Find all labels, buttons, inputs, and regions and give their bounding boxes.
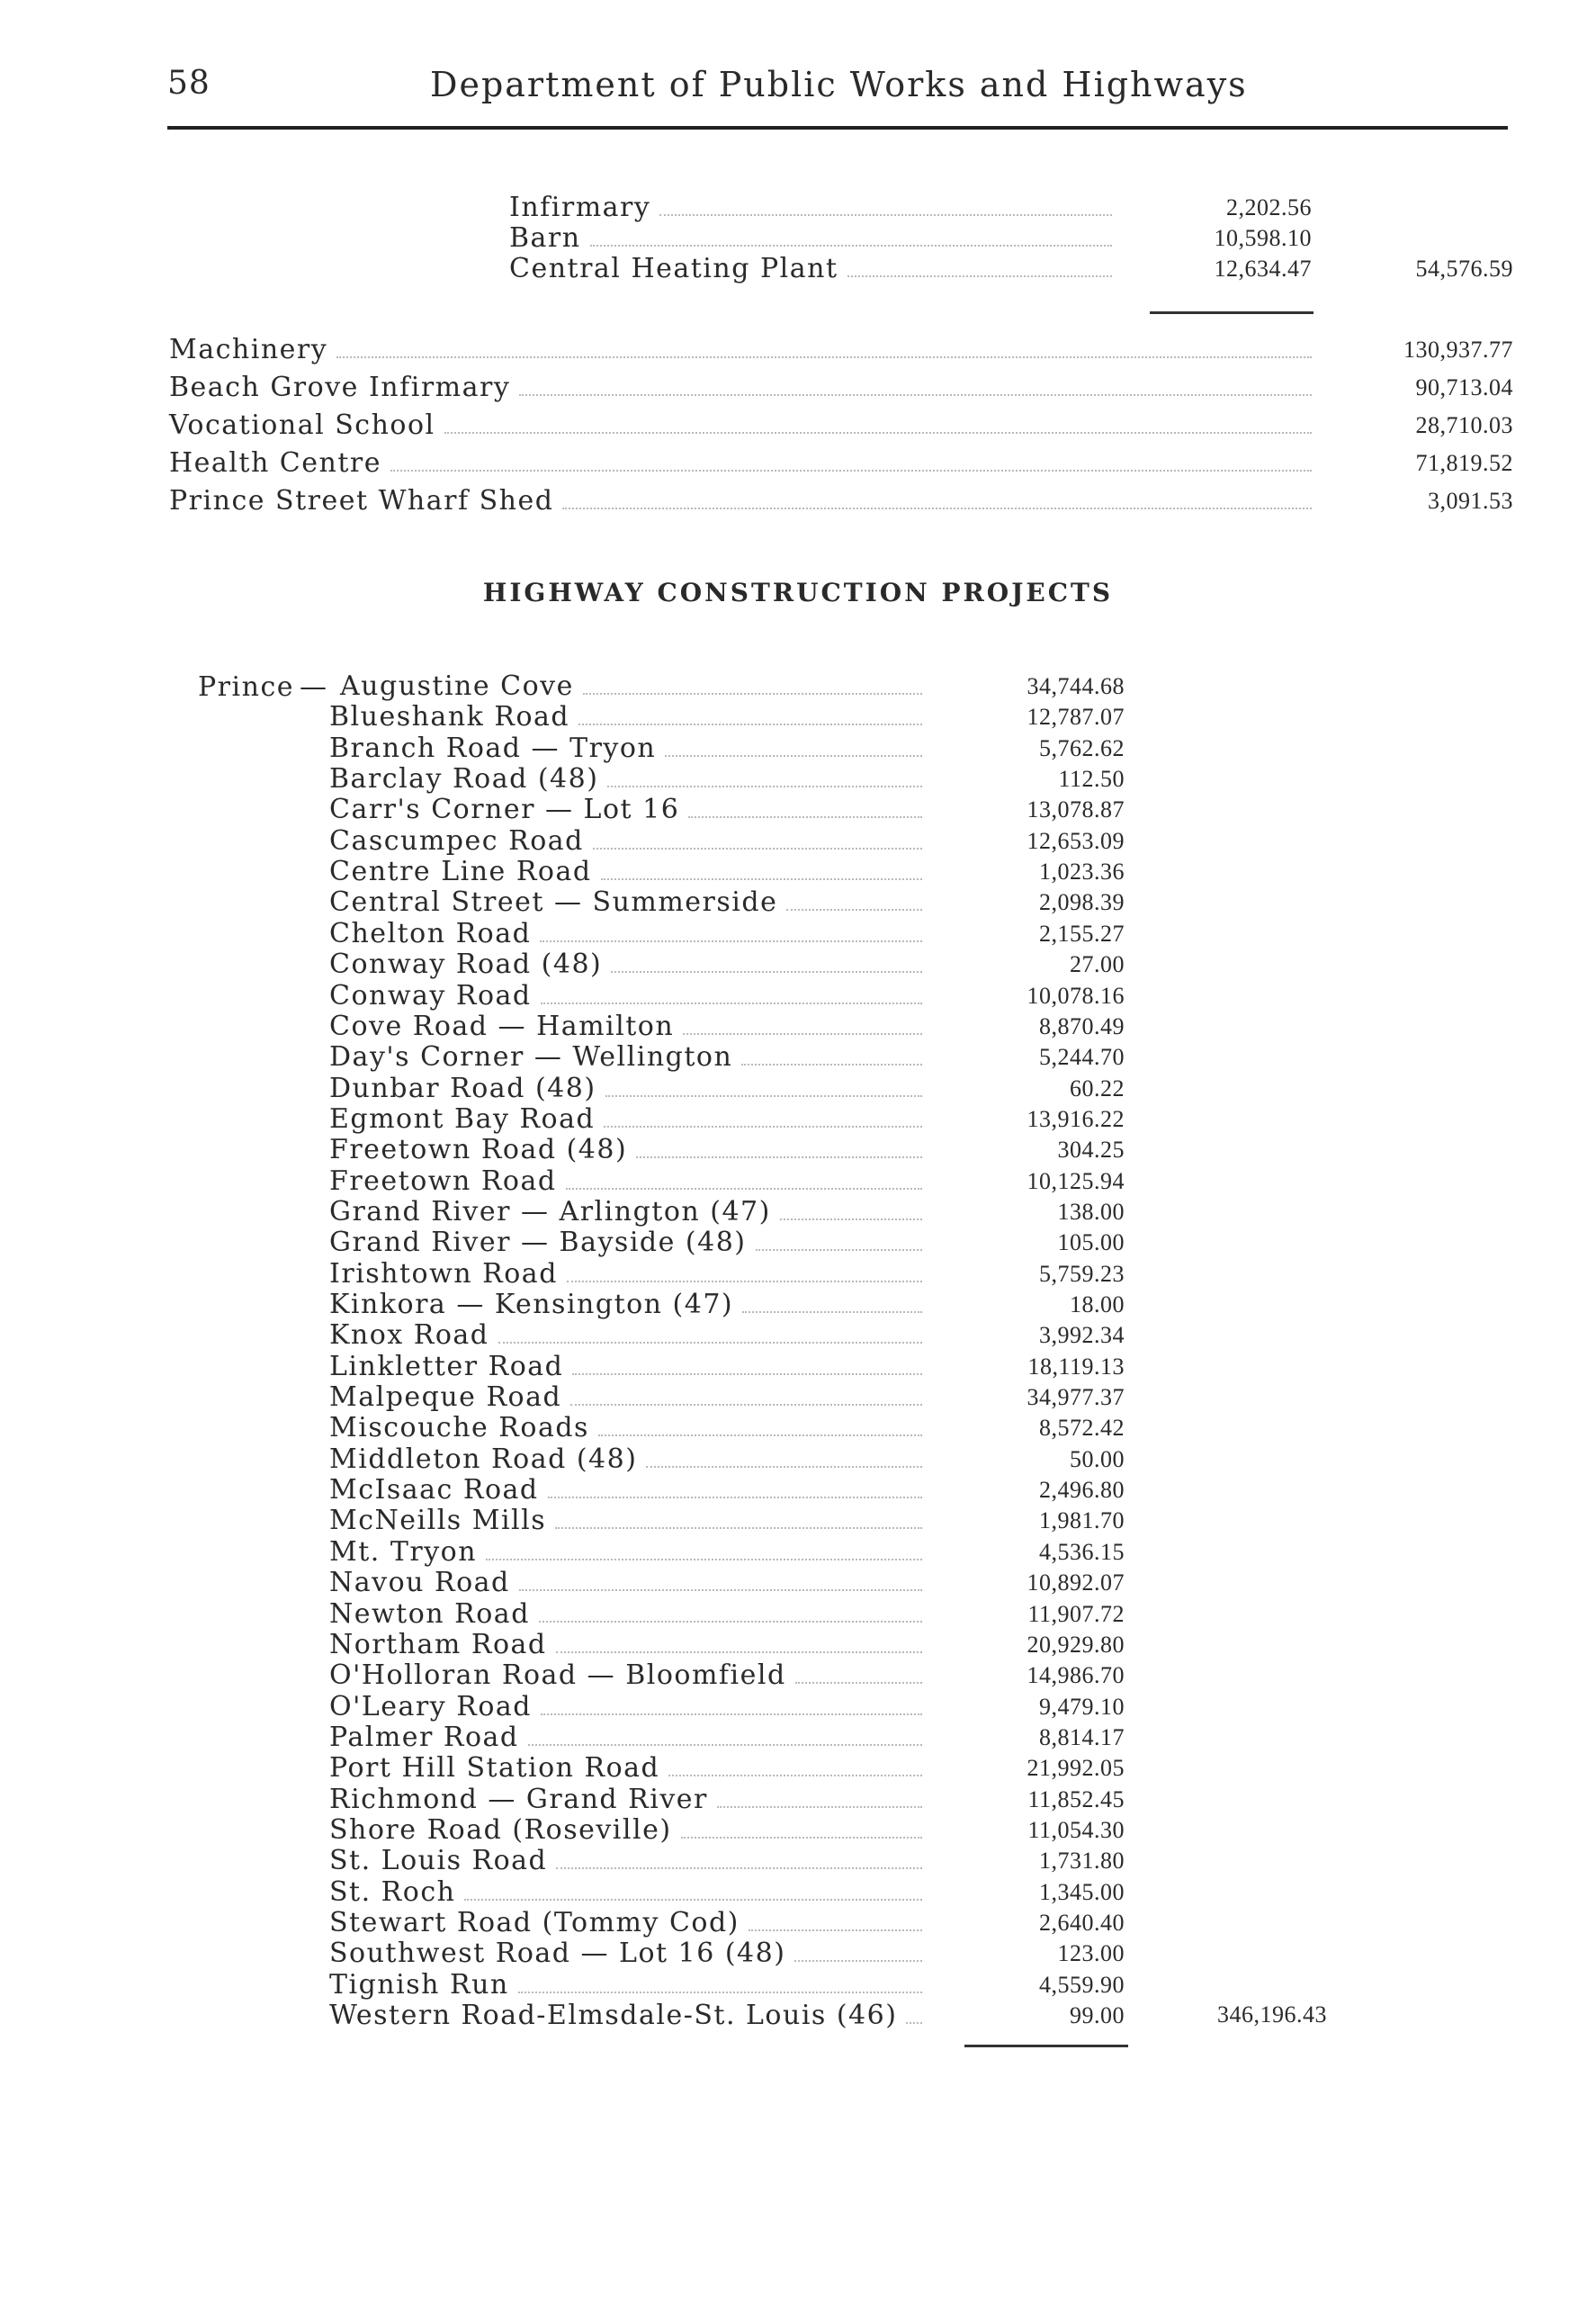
- page-number: 58: [167, 65, 211, 102]
- dot-leader: [555, 1527, 922, 1529]
- dot-leader: [741, 1064, 922, 1066]
- item-row-label: Vocational School: [169, 409, 435, 441]
- project-row-label: Conway Road (48): [329, 949, 603, 981]
- project-row: [329, 1259, 922, 1290]
- dot-leader: [688, 816, 922, 818]
- project-row-amount: 304.25: [1057, 1137, 1125, 1164]
- project-row: [329, 1104, 922, 1135]
- dot-leader: [646, 1466, 922, 1468]
- project-row-label: Miscouche Roads: [329, 1412, 589, 1444]
- dot-leader: [605, 1095, 922, 1097]
- project-row-label: Cascumpec Road: [329, 824, 584, 857]
- project-row: [329, 857, 922, 887]
- project-row-amount: 4,536.15: [1039, 1538, 1125, 1565]
- project-row-label: Knox Road: [329, 1319, 489, 1352]
- project-row: [329, 919, 922, 949]
- dot-leader: [566, 1188, 922, 1190]
- project-row: [329, 733, 922, 764]
- project-row-amount: 12,787.07: [1027, 704, 1125, 731]
- dot-leader: [540, 940, 922, 942]
- project-row: [329, 1753, 922, 1784]
- project-row-label: Carr's Corner — Lot 16: [329, 794, 680, 826]
- project-row-amount: 13,916.22: [1027, 1105, 1125, 1132]
- header-rule: [167, 126, 1508, 130]
- project-row: [329, 1815, 922, 1846]
- dot-leader: [607, 786, 922, 787]
- project-row: [329, 1135, 922, 1165]
- project-row-amount: 9,479.10: [1039, 1693, 1125, 1720]
- project-row: [329, 1630, 922, 1660]
- dot-leader: [336, 356, 1312, 358]
- dot-leader: [548, 1497, 922, 1498]
- project-row: [329, 1506, 922, 1536]
- project-row-label: Dunbar Road (48): [329, 1072, 596, 1104]
- project-row-amount: 34,744.68: [1027, 673, 1125, 699]
- project-row-label: McIsaac Road: [329, 1474, 539, 1506]
- dot-leader: [562, 508, 1312, 509]
- dot-leader: [847, 275, 1113, 277]
- item-row-label: Health Centre: [169, 447, 381, 479]
- project-row-amount: 14,986.70: [1027, 1662, 1125, 1689]
- item-row-amount: 28,710.03: [1415, 412, 1513, 438]
- dot-leader: [906, 2022, 922, 2024]
- building-row-amount: 12,634.47: [1214, 256, 1312, 282]
- project-row-amount: 1,981.70: [1039, 1507, 1125, 1534]
- dot-leader: [683, 1033, 922, 1035]
- section-title: HIGHWAY CONSTRUCTION PROJECTS: [482, 578, 1114, 607]
- dot-leader: [556, 1651, 922, 1653]
- dot-leader: [601, 878, 922, 880]
- project-row-amount: 60.22: [1070, 1075, 1125, 1102]
- project-row-label: Northam Road: [329, 1628, 547, 1660]
- project-row-amount: 11,054.30: [1027, 1816, 1125, 1843]
- project-row-amount: 11,907.72: [1027, 1600, 1125, 1627]
- project-row-amount: 10,892.07: [1027, 1569, 1125, 1596]
- project-row-amount: 18.00: [1070, 1291, 1125, 1317]
- project-row-amount: 99.00: [1070, 2002, 1125, 2029]
- item-row: [169, 486, 1312, 517]
- project-row-amount: 112.50: [1058, 766, 1125, 793]
- dot-leader: [636, 1156, 922, 1158]
- dot-leader: [681, 1837, 922, 1839]
- item-row-amount: 90,713.04: [1415, 374, 1513, 400]
- dot-leader: [572, 1373, 922, 1375]
- project-row: [329, 764, 922, 795]
- project-row-amount: 5,244.70: [1039, 1044, 1125, 1071]
- project-row: [329, 887, 922, 918]
- item-row-label: Beach Grove Infirmary: [169, 372, 511, 403]
- dot-leader: [665, 755, 922, 757]
- project-row-amount: 13,078.87: [1027, 796, 1125, 823]
- dot-leader: [541, 1713, 922, 1715]
- project-row-amount: 34,977.37: [1027, 1384, 1125, 1411]
- project-row-amount: 1,345.00: [1039, 1878, 1125, 1905]
- project-row: [329, 1692, 922, 1722]
- item-row: [169, 373, 1312, 403]
- project-row-label: Palmer Road: [329, 1721, 519, 1753]
- project-row-amount: 123.00: [1057, 1940, 1125, 1967]
- project-row-label: St. Louis Road: [329, 1845, 548, 1877]
- project-row-label: Malpeque Road: [329, 1381, 562, 1414]
- item-row-amount: 130,937.77: [1403, 337, 1513, 363]
- project-row-amount: 27.00: [1070, 951, 1125, 978]
- project-row: [329, 1568, 922, 1598]
- project-row-amount: 2,640.40: [1039, 1910, 1125, 1936]
- project-row: [329, 1382, 922, 1413]
- project-row-label: Augustine Cove: [340, 670, 574, 702]
- project-row-label: Linkletter Road: [329, 1350, 564, 1382]
- buildings-subtotal-rule: [1150, 311, 1314, 314]
- project-row: [329, 1320, 922, 1351]
- project-row: [329, 2001, 922, 2031]
- project-row-amount: 8,870.49: [1039, 1012, 1125, 1039]
- project-row-label: Barclay Road (48): [329, 763, 599, 796]
- dot-leader: [780, 1218, 922, 1220]
- project-row-label: Irishtown Road: [329, 1257, 558, 1290]
- dot-leader: [539, 1621, 922, 1623]
- project-row-label: Branch Road — Tryon: [329, 732, 657, 764]
- dot-leader: [590, 245, 1112, 247]
- project-row-label: Tignish Run: [329, 1968, 509, 2001]
- project-row-amount: 5,762.62: [1039, 734, 1125, 761]
- project-row: [329, 1846, 922, 1876]
- dot-leader: [518, 1992, 922, 1993]
- project-row-label: Chelton Road: [329, 917, 532, 949]
- project-row-amount: 138.00: [1057, 1198, 1125, 1225]
- project-row: [329, 1413, 922, 1443]
- project-row-label: Richmond — Grand River: [329, 1783, 708, 1815]
- dot-leader: [668, 1775, 922, 1776]
- project-row-label: Centre Line Road: [329, 856, 592, 888]
- dot-leader: [464, 1899, 922, 1901]
- dot-leader: [786, 909, 922, 911]
- dot-leader: [556, 1867, 922, 1869]
- dot-leader: [498, 1342, 923, 1344]
- project-row: [329, 1908, 922, 1938]
- item-row-amount: 3,091.53: [1428, 488, 1513, 514]
- dot-leader: [794, 1960, 922, 1962]
- dot-leader: [604, 1126, 922, 1128]
- project-row-label: Stewart Road (Tommy Cod): [329, 1907, 740, 1938]
- dot-leader: [486, 1559, 922, 1560]
- dot-leader: [444, 432, 1312, 434]
- project-row-label: Newton Road: [329, 1597, 530, 1630]
- project-row-amount: 1,731.80: [1039, 1848, 1125, 1875]
- item-row-amount: 71,819.52: [1415, 450, 1513, 476]
- project-row-label: Grand River — Bayside (48): [329, 1227, 747, 1259]
- project-row-label: Central Street — Summerside: [329, 886, 778, 919]
- projects-total-rule: [964, 2045, 1128, 2047]
- item-row-label: Prince Street Wharf Shed: [169, 485, 554, 517]
- running-head: Department of Public Works and Highways: [430, 65, 1248, 104]
- project-row-label: Western Road-Elmsdale-St. Louis (46): [329, 2000, 898, 2032]
- county-label: Prince: [198, 671, 294, 703]
- project-row-amount: 10,125.94: [1027, 1167, 1125, 1194]
- county-dash: —: [300, 671, 327, 703]
- project-row-amount: 2,098.39: [1039, 889, 1125, 916]
- project-row-label: Kinkora — Kensington (47): [329, 1289, 734, 1320]
- project-row-label: O'Leary Road: [329, 1690, 532, 1722]
- project-row: [329, 1660, 922, 1691]
- dot-leader: [749, 1929, 922, 1931]
- building-row: [509, 223, 1112, 254]
- buildings-total: 54,576.59: [1415, 256, 1513, 282]
- project-row-amount: 12,653.09: [1027, 827, 1125, 854]
- dot-leader: [717, 1806, 922, 1808]
- dot-leader: [519, 1589, 922, 1591]
- project-row: [340, 671, 922, 702]
- project-row-amount: 50.00: [1070, 1445, 1125, 1472]
- project-row: [329, 1599, 922, 1630]
- project-row-amount: 8,814.17: [1039, 1723, 1125, 1750]
- project-row: [329, 826, 922, 857]
- item-row: [169, 335, 1312, 365]
- project-row: [329, 1444, 922, 1475]
- project-row: [329, 1166, 922, 1197]
- page-header: [0, 65, 1596, 119]
- project-row: [329, 702, 922, 733]
- project-row-label: Freetown Road (48): [329, 1134, 628, 1166]
- project-row-label: Mt. Tryon: [329, 1535, 478, 1568]
- project-row-label: Middleton Road (48): [329, 1443, 638, 1475]
- project-row: [329, 1074, 922, 1104]
- building-row: [509, 254, 1112, 284]
- item-row: [169, 448, 1312, 479]
- building-row-amount: 2,202.56: [1226, 194, 1312, 220]
- project-row-label: Port Hill Station Road: [329, 1752, 660, 1785]
- project-row: [329, 1012, 922, 1042]
- project-row-label: Southwest Road — Lot 16 (48): [329, 1938, 786, 1970]
- project-row-amount: 2,496.80: [1039, 1477, 1125, 1504]
- project-row-label: Egmont Bay Road: [329, 1102, 596, 1135]
- building-row-label: Infirmary: [509, 192, 651, 223]
- project-row-amount: 105.00: [1057, 1229, 1125, 1256]
- project-row-amount: 4,559.90: [1039, 1971, 1125, 1998]
- dot-leader: [570, 1404, 922, 1406]
- dot-leader: [528, 1744, 922, 1746]
- building-row: [509, 193, 1112, 223]
- project-row: [329, 1290, 922, 1320]
- building-row-label: Barn: [509, 222, 581, 254]
- project-row-amount: 20,929.80: [1027, 1631, 1125, 1658]
- projects-total: 346,196.43: [1217, 2001, 1327, 2028]
- project-row-amount: 1,023.36: [1039, 859, 1125, 886]
- project-row-label: Freetown Road: [329, 1164, 557, 1197]
- dot-leader: [567, 1281, 922, 1282]
- project-row-label: Blueshank Road: [329, 701, 570, 733]
- dot-leader: [519, 394, 1312, 396]
- project-row: [329, 1877, 922, 1908]
- dot-leader: [541, 1003, 922, 1004]
- project-row-label: McNeills Mills: [329, 1505, 547, 1537]
- dot-leader: [795, 1682, 922, 1684]
- project-row-label: Conway Road: [329, 979, 532, 1012]
- item-row-label: Machinery: [169, 334, 328, 365]
- dot-leader: [583, 693, 922, 695]
- project-row-amount: 2,155.27: [1039, 920, 1125, 947]
- project-row-label: St. Roch: [329, 1875, 456, 1908]
- project-row: [329, 981, 922, 1012]
- project-row: [329, 1722, 922, 1753]
- building-row-label: Central Heating Plant: [509, 253, 838, 284]
- project-row: [329, 795, 922, 825]
- project-row-amount: 18,119.13: [1027, 1353, 1125, 1380]
- project-row: [329, 1785, 922, 1815]
- project-row: [329, 1352, 922, 1382]
- project-row: [329, 1042, 922, 1073]
- dot-leader: [659, 214, 1112, 216]
- dot-leader: [756, 1249, 923, 1251]
- project-row-label: Shore Road (Roseville): [329, 1813, 672, 1846]
- project-row-label: Navou Road: [329, 1567, 510, 1599]
- project-row-amount: 11,852.45: [1027, 1785, 1125, 1812]
- dot-leader: [742, 1311, 922, 1313]
- project-row-amount: 3,992.34: [1039, 1322, 1125, 1349]
- project-row-label: Grand River — Arlington (47): [329, 1195, 771, 1227]
- building-row-amount: 10,598.10: [1214, 225, 1312, 251]
- project-row: [329, 1970, 922, 2001]
- project-row: [329, 1197, 922, 1227]
- project-row: [329, 1537, 922, 1568]
- project-row-amount: 8,572.42: [1039, 1415, 1125, 1442]
- project-row: [329, 1227, 922, 1258]
- project-row: [329, 949, 922, 980]
- project-row: [329, 1938, 922, 1969]
- project-row-amount: 5,759.23: [1039, 1260, 1125, 1287]
- dot-leader: [578, 724, 922, 725]
- dot-leader: [593, 848, 922, 850]
- project-row-label: Cove Road — Hamilton: [329, 1010, 675, 1042]
- project-row-amount: 10,078.16: [1027, 982, 1125, 1009]
- project-row-label: Day's Corner — Wellington: [329, 1041, 733, 1074]
- project-row-label: O'Holloran Road — Bloomfield: [329, 1659, 786, 1692]
- dot-leader: [611, 971, 922, 973]
- dot-leader: [390, 470, 1312, 472]
- dot-leader: [598, 1434, 922, 1436]
- item-row: [169, 410, 1312, 441]
- project-row-amount: 21,992.05: [1027, 1755, 1125, 1782]
- project-row: [329, 1475, 922, 1506]
